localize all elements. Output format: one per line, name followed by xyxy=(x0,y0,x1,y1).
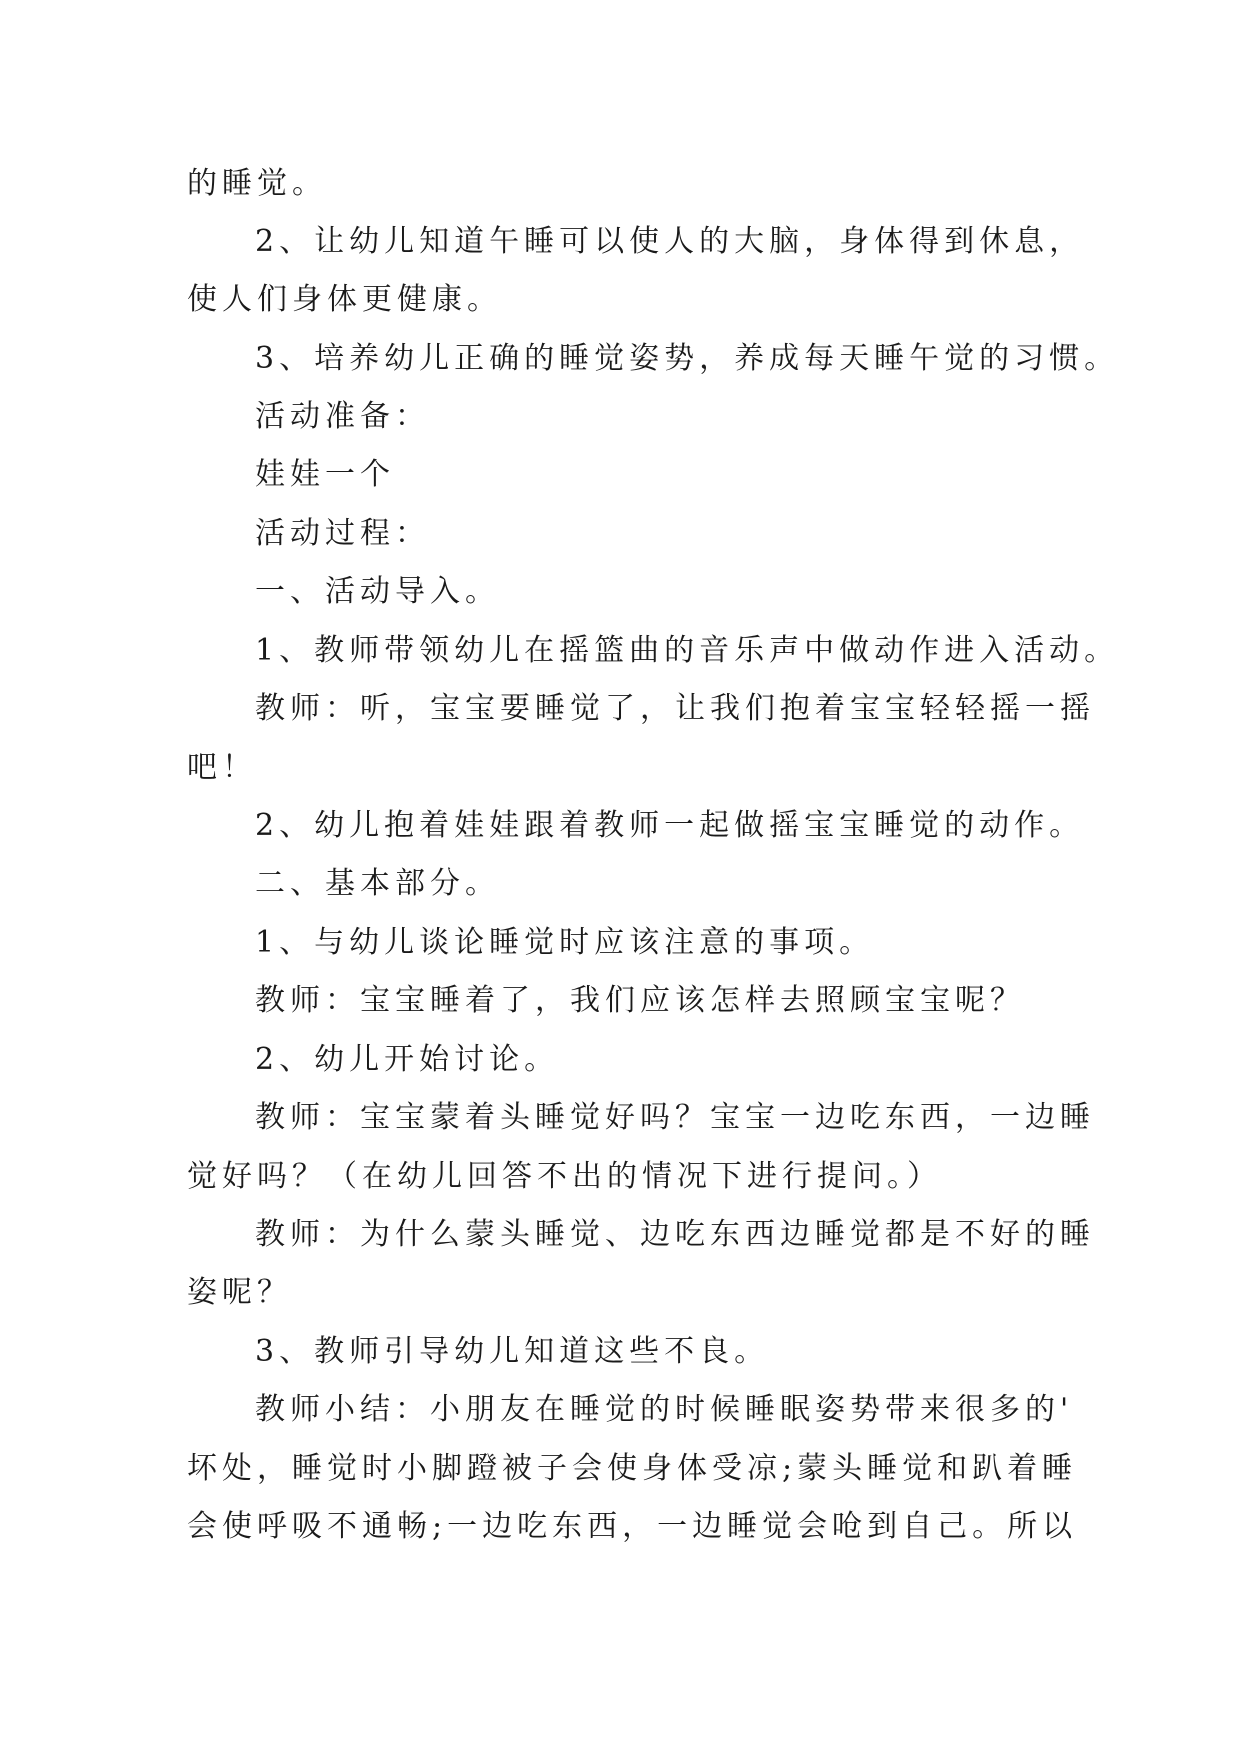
text-line: 2、幼儿开始讨论。 xyxy=(255,1042,560,1077)
text-line: 2、让幼儿知道午睡可以使人的大脑，身体得到休息， xyxy=(255,224,1085,259)
text-line: 一、活动导入。 xyxy=(255,574,500,609)
text-line: 二、基本部分。 xyxy=(255,866,500,901)
text-line: 会使呼吸不通畅;一边吃东西，一边睡觉会呛到自己。所以 xyxy=(187,1509,1078,1544)
text-line: 觉好吗？（在幼儿回答不出的情况下进行提问。） xyxy=(187,1159,942,1194)
text-line: 姿呢？ xyxy=(187,1275,292,1310)
text-line: 1、与幼儿谈论睡觉时应该注意的事项。 xyxy=(255,925,875,960)
text-line: 活动过程： xyxy=(255,516,430,551)
text-line: 吧！ xyxy=(187,750,257,785)
text-line: 教师：为什么蒙头睡觉、边吃东西边睡觉都是不好的睡 xyxy=(255,1217,1095,1252)
text-line: 教师小结：小朋友在睡觉的时候睡眠姿势带来很多的' xyxy=(255,1392,1074,1427)
text-line: 2、幼儿抱着娃娃跟着教师一起做摇宝宝睡觉的动作。 xyxy=(255,808,1085,843)
text-line: 活动准备： xyxy=(255,399,430,434)
text-line: 教师：宝宝蒙着头睡觉好吗？宝宝一边吃东西，一边睡 xyxy=(255,1100,1095,1135)
text-line: 3、培养幼儿正确的睡觉姿势，养成每天睡午觉的习惯。 xyxy=(255,341,1120,376)
text-line: 的睡觉。 xyxy=(187,166,327,201)
text-line: 使人们身体更健康。 xyxy=(187,282,502,317)
text-line: 坏处，睡觉时小脚蹬被子会使身体受凉;蒙头睡觉和趴着睡 xyxy=(187,1451,1078,1486)
text-line: 教师：听，宝宝要睡觉了，让我们抱着宝宝轻轻摇一摇 xyxy=(255,691,1095,726)
text-line: 3、教师引导幼儿知道这些不良。 xyxy=(255,1334,770,1369)
text-line: 教师：宝宝睡着了，我们应该怎样去照顾宝宝呢？ xyxy=(255,983,1025,1018)
text-line: 1、教师带领幼儿在摇篮曲的音乐声中做动作进入活动。 xyxy=(255,633,1120,668)
text-line: 娃娃一个 xyxy=(255,457,395,492)
